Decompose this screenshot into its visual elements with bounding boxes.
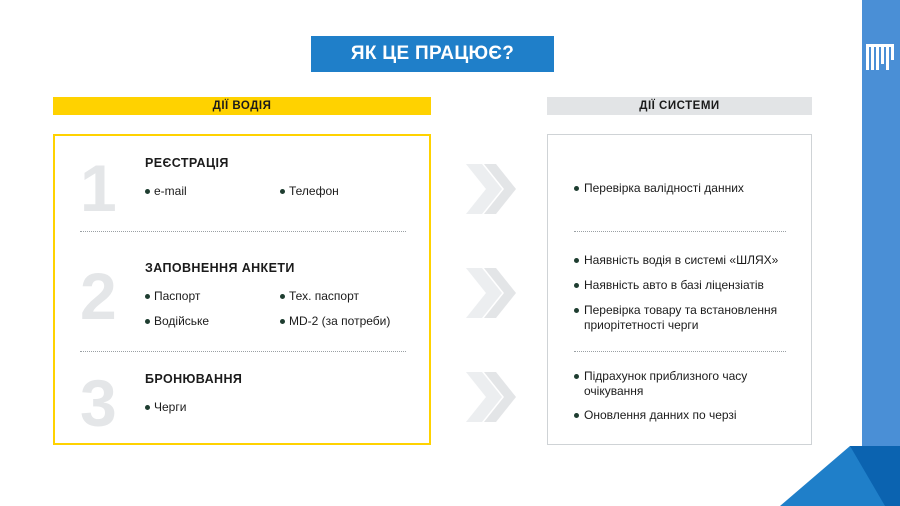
step-title: БРОНЮВАННЯ — [145, 372, 243, 386]
list-item: Тех. паспорт — [280, 289, 359, 303]
divider — [80, 351, 406, 352]
divider — [574, 231, 786, 232]
list-item: Підрахунок приблизного часу очікування — [574, 369, 799, 399]
list-item: Водійське — [145, 314, 209, 328]
divider — [80, 231, 406, 232]
step-title: РЕЄСТРАЦІЯ — [145, 156, 229, 170]
list-item: Черги — [145, 400, 186, 414]
page-title: ЯК ЦЕ ПРАЦЮЄ? — [311, 36, 554, 72]
right-blue-band — [862, 0, 900, 506]
list-item: Телефон — [280, 184, 339, 198]
step-title: ЗАПОВНЕННЯ АНКЕТИ — [145, 261, 295, 275]
step-number: 2 — [80, 259, 117, 333]
divider — [574, 351, 786, 352]
chevron-right-icon — [462, 372, 517, 422]
list-item: Наявність водія в системі «ШЛЯХ» — [574, 253, 799, 268]
list-item: Оновлення данних по черзі — [574, 408, 799, 423]
list-item: Наявність авто в базі ліцензіатів — [574, 278, 799, 293]
corner-decoration — [780, 446, 900, 506]
chevron-right-icon — [462, 268, 517, 318]
driver-actions-header: ДІЇ ВОДІЯ — [53, 97, 431, 115]
chevron-right-icon — [462, 164, 517, 214]
system-actions-header: ДІЇ СИСТЕМИ — [547, 97, 812, 115]
list-item: Перевірка валідності данних — [574, 181, 799, 196]
list-item: e-mail — [145, 184, 187, 198]
list-item: Перевірка товару та встановлення приорітетності черги — [574, 303, 799, 333]
list-item: Паспорт — [145, 289, 200, 303]
logo-icon — [866, 44, 896, 70]
list-item: MD-2 (за потреби) — [280, 314, 390, 328]
step-number: 3 — [80, 366, 117, 440]
step-number: 1 — [80, 151, 117, 225]
